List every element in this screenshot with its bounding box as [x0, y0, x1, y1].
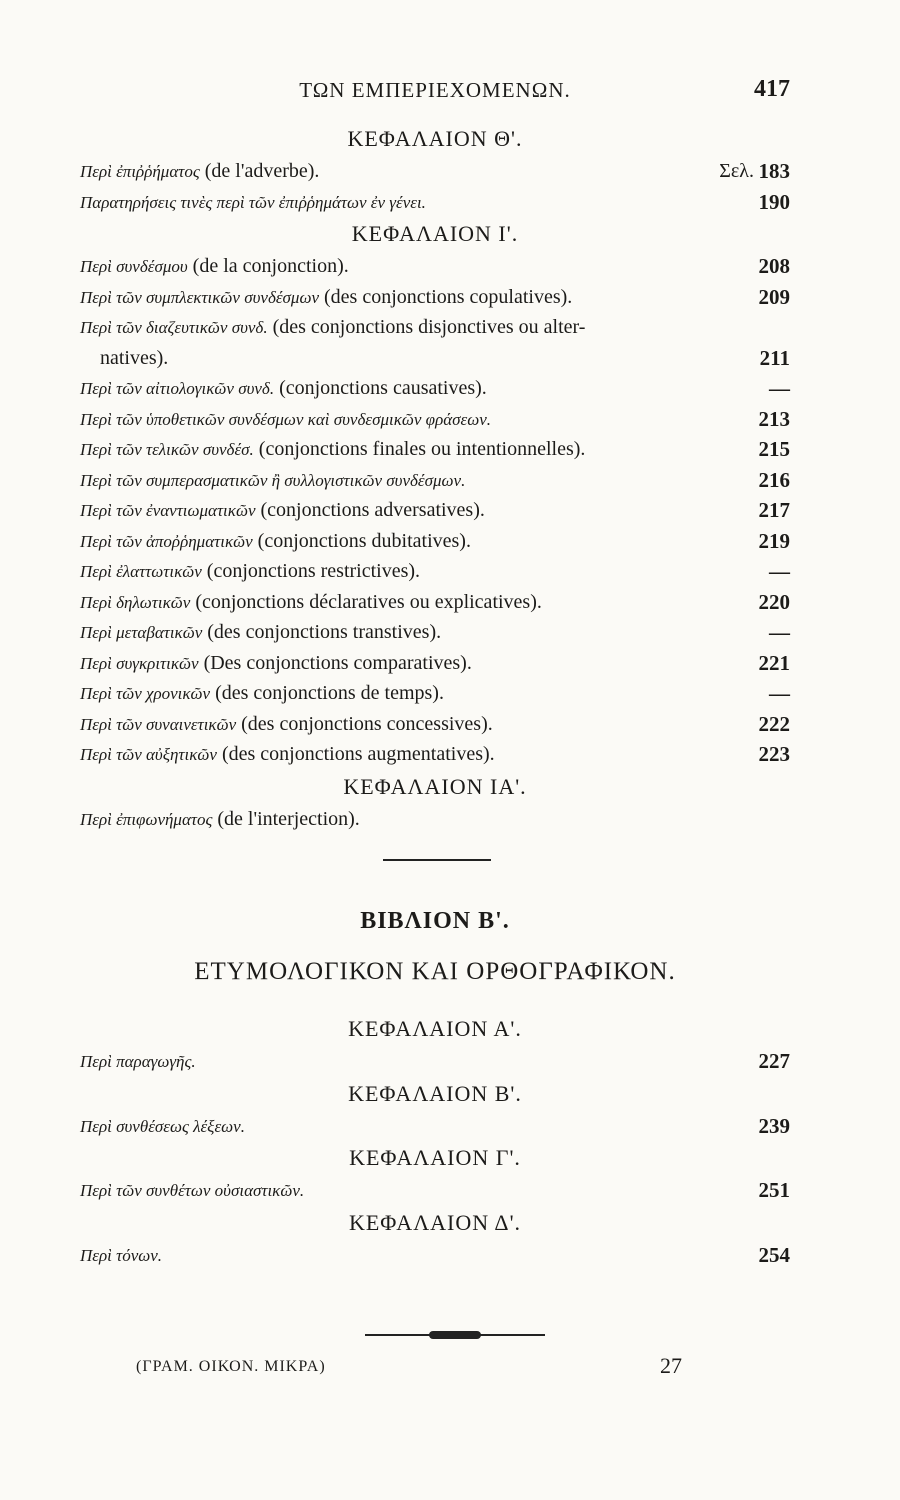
entry-page-number: 217: [758, 498, 790, 522]
entry-greek-title: Περὶ μεταβατικῶν: [80, 623, 203, 642]
section-rule: [383, 859, 491, 861]
entry-page-number: 211: [759, 345, 790, 370]
entry-french-gloss: (des conjonctions disjonctives ou alter-: [267, 316, 586, 338]
running-head: [80, 76, 790, 106]
entry-page-number: 251: [758, 1178, 790, 1202]
entry-greek-title: Περὶ ἐλαττωτικῶν: [80, 562, 202, 581]
entry-page-number: —: [769, 620, 790, 644]
entry-page-number: 254: [758, 1242, 790, 1267]
entry-french-gloss: (des conjonctions concessives).: [236, 712, 493, 735]
contents-entry: [80, 1111, 790, 1142]
entry-greek-title: Περὶ δηλωτικῶν: [80, 592, 191, 612]
entry-french-gloss: (de la conjonction).: [187, 255, 349, 277]
entry-french-gloss: (conjonctions déclaratives ou explicatives).: [190, 590, 542, 613]
contents-entry: [80, 187, 790, 218]
entry-page-number: 190: [758, 189, 790, 214]
entry-french-gloss: (conjonctions causatives).: [274, 377, 487, 399]
contents-entry: [80, 282, 790, 313]
entry-greek-title: Περὶ τῶν συνθέτων οὐσιαστικῶν.: [80, 1181, 305, 1200]
entry-page-number: 215: [758, 437, 790, 461]
entry-french-gloss: natives).: [100, 346, 169, 369]
contents-entry: [80, 617, 790, 648]
entry-greek-title: Περὶ συνδέσμου: [80, 257, 188, 276]
entry-greek-title: Περὶ παραγωγῆς.: [80, 1052, 196, 1071]
entry-page-number: 220: [758, 589, 790, 614]
contents-entry: [80, 251, 790, 282]
entry-french-gloss: (des conjonctions augmentatives).: [216, 743, 495, 765]
entry-page-number: 183: [758, 159, 790, 183]
entry-greek-title: Περὶ ἐπιῤῥήματος: [80, 162, 200, 181]
contents-entry: [80, 556, 790, 587]
entry-greek-title: Περὶ τῶν χρονικῶν: [80, 684, 211, 703]
entry-french-gloss: (conjonctions dubitatives).: [252, 529, 471, 552]
entry-page-number: 209: [758, 284, 790, 309]
contents-entry: [80, 373, 790, 404]
contents-entry: [80, 1175, 790, 1206]
contents-entry: [80, 526, 790, 557]
entry-page-number: 223: [758, 742, 790, 766]
entry-greek-title: Περὶ τῶν ἀποῤῥηματικῶν: [80, 531, 253, 551]
contents-entry: [80, 434, 790, 465]
entry-greek-title: Περὶ τῶν συμπερασματικῶν ἢ συλλογιστικῶν συνδέσμων.: [80, 470, 466, 490]
entry-greek-title: Περὶ τῶν διαζευτικῶν συνδ.: [80, 318, 268, 337]
entry-greek-title: Περὶ τῶν τελικῶν συνδέσ.: [80, 440, 254, 459]
entry-french-gloss: (des conjonctions transtives).: [202, 621, 442, 643]
contents-entry: [80, 678, 790, 709]
entry-french-gloss: (de l'interjection).: [212, 807, 360, 830]
entry-french-gloss: (conjonctions adversatives).: [255, 499, 485, 521]
contents-chapters-bottom: [80, 1012, 790, 1270]
entry-page-number: 222: [758, 711, 790, 736]
contents-entry: [80, 495, 790, 526]
entry-greek-title: Περὶ τῶν συναινετικῶν: [80, 714, 237, 734]
book-subtitle: ΕΤΥΜΟΛΟΓΙΚΟΝ ΚΑΙ ΟΡΘΟΓΡΑΦΙΚΟΝ.: [194, 958, 676, 985]
sheet-number: 27: [660, 1353, 682, 1378]
page-abbrev: Σελ.: [719, 160, 754, 182]
contents-entry: [80, 343, 790, 374]
chapter-heading: ΚΕΦΑΛΑΙΟΝ Ι'.: [351, 221, 519, 246]
contents-entry: [80, 1046, 790, 1077]
contents-entry: [80, 404, 790, 435]
entry-page-number: —: [769, 681, 790, 705]
chapter-heading: ΚΕΦΑΛΑΙΟΝ Α'.: [348, 1016, 522, 1041]
entry-greek-title: Περὶ συγκριτικῶν: [80, 653, 199, 673]
contents-entry: [80, 587, 790, 618]
entry-greek-title: Παρατηρήσεις τινὲς περὶ τῶν ἐπιῤῥημάτων ἐν γένει.: [80, 192, 426, 212]
chapter-heading: ΚΕΦΑΛΑΙΟΝ Δ'.: [348, 1209, 522, 1235]
entry-page-number: —: [769, 376, 790, 400]
entry-page-number: 219: [758, 528, 790, 553]
contents-entry: [80, 648, 790, 679]
contents-entry: [80, 709, 790, 740]
entry-page-number: —: [769, 559, 790, 583]
entry-greek-title: Περὶ ἐπιφωνήματος: [80, 809, 213, 829]
chapter-heading: ΚΕΦΑΛΑΙΟΝ Θ'.: [347, 126, 523, 151]
contents-chapters-top: [80, 122, 790, 834]
book-title: ΒΙΒΛΙΟΝ Β'.: [360, 908, 510, 934]
entry-page-number: 208: [758, 254, 790, 278]
entry-french-gloss: (de l'adverbe).: [199, 160, 320, 182]
contents-entry: [80, 739, 790, 770]
entry-greek-title: Περὶ τῶν συμπλεκτικῶν συνδέσμων: [80, 287, 320, 307]
page-number: 417: [754, 76, 790, 102]
chapter-heading: ΚΕΦΑΛΑΙΟΝ ΙΑ'.: [343, 773, 527, 799]
entry-greek-title: Περὶ τῶν αἰτιολογικῶν συνδ.: [80, 379, 275, 398]
ornamental-rule: [365, 1330, 545, 1340]
entry-page-number: 213: [758, 406, 790, 431]
entry-greek-title: Περὶ τῶν αὐξητικῶν: [80, 745, 217, 764]
entry-greek-title: Περὶ τῶν ἐναντιωματικῶν: [80, 501, 256, 520]
contents-entry: [80, 1240, 790, 1271]
chapter-heading: ΚΕΦΑΛΑΙΟΝ Β'.: [348, 1080, 522, 1106]
entry-french-gloss: (conjonctions finales ou intentionnelles).: [253, 438, 586, 460]
entry-greek-title: Περὶ τῶν ὑποθετικῶν συνδέσμων καὶ συνδεσμικῶν φράσεων.: [80, 409, 492, 429]
running-title: ΤΩΝ ΕΜΠΕΡΙΕΧΟΜΕΝΩΝ.: [299, 78, 571, 102]
printer-signature: (ΓΡΑΜ. ΟΙΚΟΝ. ΜΙΚΡΑ): [136, 1358, 326, 1375]
contents-entry: [80, 465, 790, 496]
entry-page-number: 239: [758, 1113, 790, 1138]
entry-page-number: 227: [758, 1049, 790, 1073]
entry-greek-title: Περὶ συνθέσεως λέξεων.: [80, 1116, 245, 1136]
contents-entry: [80, 804, 790, 835]
entry-french-gloss: (des conjonctions copulatives).: [319, 285, 573, 308]
entry-greek-title: Περὶ τόνων.: [80, 1245, 163, 1265]
entry-page-number: 216: [758, 467, 790, 492]
entry-french-gloss: (Des conjonctions comparatives).: [198, 651, 472, 674]
entry-french-gloss: (des conjonctions de temps).: [210, 682, 444, 704]
contents-entry: [80, 312, 790, 343]
chapter-heading: ΚΕΦΑΛΑΙΟΝ Γ'.: [349, 1145, 521, 1170]
entry-french-gloss: (conjonctions restrictives).: [201, 560, 421, 582]
entry-page-number: 221: [758, 650, 790, 675]
contents-entry: [80, 156, 790, 187]
